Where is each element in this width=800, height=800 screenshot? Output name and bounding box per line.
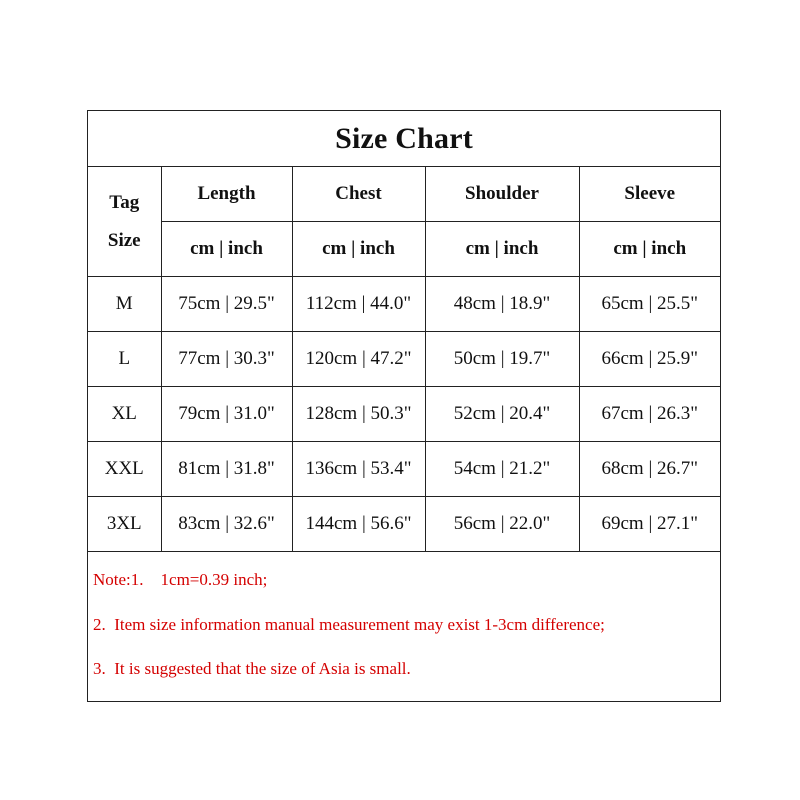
tag-label: Tag <box>109 191 140 213</box>
unit-row <box>88 222 720 277</box>
shoulder-cell: 54cm | 21.2" <box>425 442 579 497</box>
size-chart <box>87 110 721 702</box>
title-row <box>88 111 720 167</box>
column-header-length: Length <box>161 167 292 222</box>
table-row <box>88 277 720 332</box>
unit-label: cm | inch <box>161 222 292 277</box>
shoulder-cell: 50cm | 19.7" <box>425 332 579 387</box>
sleeve-cell: 66cm | 25.9" <box>579 332 720 387</box>
length-cell: 81cm | 31.8" <box>161 442 292 497</box>
note-line: 2. Item size information manual measurement may exist 1-3cm difference; <box>93 615 605 634</box>
chest-cell: 112cm | 44.0" <box>292 277 425 332</box>
sleeve-cell: 65cm | 25.5" <box>579 277 720 332</box>
column-header-chest: Chest <box>292 167 425 222</box>
header-row <box>88 167 720 222</box>
size-cell: L <box>88 332 161 387</box>
note-line: 3. It is suggested that the size of Asia is small. <box>93 659 411 678</box>
size-label: Size <box>107 229 141 251</box>
length-cell: 83cm | 32.6" <box>161 497 292 552</box>
tag-size-header <box>88 167 161 277</box>
size-cell: M <box>88 277 161 332</box>
table-row <box>88 442 720 497</box>
length-cell: 79cm | 31.0" <box>161 387 292 442</box>
table-row <box>88 332 720 387</box>
size-cell: XL <box>88 387 161 442</box>
sleeve-cell: 69cm | 27.1" <box>579 497 720 552</box>
note-line: Note:1. 1cm=0.39 inch; <box>93 570 268 589</box>
unit-label: cm | inch <box>292 222 425 277</box>
size-cell: 3XL <box>88 497 161 552</box>
length-cell: 75cm | 29.5" <box>161 277 292 332</box>
notes-section <box>88 550 720 701</box>
column-header-sleeve: Sleeve <box>579 167 720 222</box>
page-title: Size Chart <box>335 121 473 155</box>
sleeve-cell: 68cm | 26.7" <box>579 442 720 497</box>
chest-cell: 128cm | 50.3" <box>292 387 425 442</box>
chest-cell: 136cm | 53.4" <box>292 442 425 497</box>
shoulder-cell: 56cm | 22.0" <box>425 497 579 552</box>
column-header-shoulder: Shoulder <box>425 167 579 222</box>
shoulder-cell: 48cm | 18.9" <box>425 277 579 332</box>
chest-cell: 144cm | 56.6" <box>292 497 425 552</box>
length-cell: 77cm | 30.3" <box>161 332 292 387</box>
table-row <box>88 387 720 442</box>
size-cell: XXL <box>88 442 161 497</box>
size-table <box>88 167 720 552</box>
chest-cell: 120cm | 47.2" <box>292 332 425 387</box>
shoulder-cell: 52cm | 20.4" <box>425 387 579 442</box>
unit-label: cm | inch <box>425 222 579 277</box>
sleeve-cell: 67cm | 26.3" <box>579 387 720 442</box>
unit-label: cm | inch <box>579 222 720 277</box>
table-row <box>88 497 720 552</box>
